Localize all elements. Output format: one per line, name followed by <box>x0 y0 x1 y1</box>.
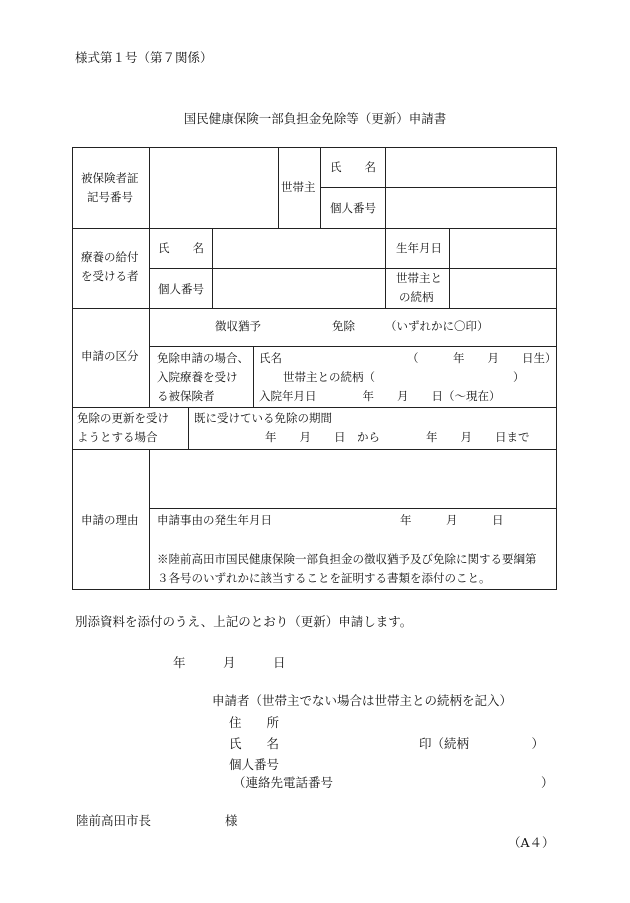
grid-line <box>556 147 557 590</box>
birthdate-field[interactable] <box>451 230 555 266</box>
recipient-label-2: を受ける者 <box>81 269 139 283</box>
grid-line <box>320 187 557 188</box>
relation-field[interactable] <box>451 270 555 306</box>
recipient-label: 療養の給付 <box>81 250 139 264</box>
grid-line <box>278 147 279 228</box>
case-admission-label: 入院年月日 年 月 日（～現在） <box>259 389 501 403</box>
householder-label: 世帯主 <box>281 180 316 194</box>
option-deferral[interactable]: 徴収猶予 <box>215 319 261 333</box>
recipient-name-label: 氏 名 <box>158 241 204 255</box>
grid-line <box>72 228 557 229</box>
householder-name-field[interactable] <box>387 149 555 185</box>
addressee: 陸前高田市長 <box>76 813 152 828</box>
application-date-fields: 年 月 日 <box>173 655 286 670</box>
case-birth-label: （ 年 月 日生） <box>407 351 557 365</box>
grid-line <box>72 308 557 309</box>
grid-line <box>188 407 189 449</box>
seal-relation-label: 印（続柄 ） <box>419 736 545 751</box>
case-name-label: 氏名 <box>259 351 282 365</box>
recipient-name-field[interactable] <box>214 230 384 266</box>
grid-line <box>385 147 386 228</box>
applicant-personal-number-label: 個人番号 <box>229 757 280 772</box>
applicant-address-label: 住 所 <box>229 715 280 730</box>
category-label: 申請の区分 <box>81 349 139 363</box>
grid-line <box>449 228 450 308</box>
renewal-label-2: ようとする場合 <box>77 430 158 444</box>
reason-label: 申請の理由 <box>81 513 139 527</box>
application-form-table <box>72 147 557 590</box>
grid-line <box>72 147 557 148</box>
exempt-case-label-2: 入院療養を受け <box>157 370 238 384</box>
renewal-period-dates: 年 月 日 から 年 月 日まで <box>265 430 530 444</box>
attachment-note: ※陸前高田市国民健康保険一部負担金の徴収猶予及び免除に関する要綱第 <box>157 552 537 566</box>
grid-line <box>149 147 150 407</box>
renewal-label: 免除の更新を受け <box>77 411 169 425</box>
applicant-label: 申請者（世帯主でない場合は世帯主との続柄を記入） <box>212 693 513 708</box>
recipient-personal-number-field[interactable] <box>214 270 384 306</box>
phone-number-close: ） <box>541 775 554 790</box>
grid-line <box>149 508 557 509</box>
attachment-note-2: ３各号のいずれかに該当することを証明する書類を添付のこと。 <box>157 571 491 585</box>
option-exemption[interactable]: 免除 <box>332 319 355 333</box>
grid-line <box>149 268 557 269</box>
relation-label: 世帯主と <box>396 271 442 285</box>
insured-card-label: 被保険者証 <box>81 171 139 185</box>
grid-line <box>72 449 557 450</box>
householder-personal-number-field[interactable] <box>387 190 555 226</box>
grid-line <box>149 346 557 347</box>
relation-label-2: の続柄 <box>399 290 434 304</box>
form-number: 様式第１号（第７関係） <box>75 50 213 65</box>
case-relation-label: 世帯主との続柄（ ） <box>283 370 525 384</box>
phone-number-label: （連絡先電話番号 <box>233 775 334 790</box>
birthdate-label: 生年月日 <box>396 241 442 255</box>
option-note: （いずれかに〇印） <box>385 319 489 333</box>
recipient-personal-number-label: 個人番号 <box>158 282 204 296</box>
reason-text-field[interactable] <box>151 451 555 506</box>
householder-name-label: 氏 名 <box>330 160 376 174</box>
honorific: 様 <box>225 813 238 828</box>
grid-line <box>72 407 557 408</box>
grid-line <box>253 346 254 407</box>
grid-line <box>72 147 73 590</box>
exempt-case-label: 免除申請の場合、 <box>157 351 249 365</box>
grid-line <box>149 449 150 590</box>
application-statement: 別添資料を添付のうえ、上記のとおり（更新）申請します。 <box>75 614 413 629</box>
grid-line <box>320 147 321 228</box>
applicant-name-label: 氏 名 <box>229 736 280 751</box>
reason-date-fields: 年 月 日 <box>400 513 504 527</box>
insured-card-label-2: 記号番号 <box>87 190 133 204</box>
paper-size-label: （A４） <box>508 835 555 850</box>
grid-line <box>72 589 557 590</box>
grid-line <box>212 228 213 308</box>
grid-line <box>385 228 386 308</box>
exempt-case-label-3: る被保険者 <box>157 389 215 403</box>
document-title: 国民健康保険一部負担金免除等（更新）申請書 <box>183 111 447 126</box>
renewal-period-label: 既に受けている免除の期間 <box>194 411 332 425</box>
insured-card-number-field[interactable] <box>151 157 277 219</box>
householder-personal-number-label: 個人番号 <box>330 201 376 215</box>
reason-date-label: 申請事由の発生年月日 <box>157 513 272 527</box>
